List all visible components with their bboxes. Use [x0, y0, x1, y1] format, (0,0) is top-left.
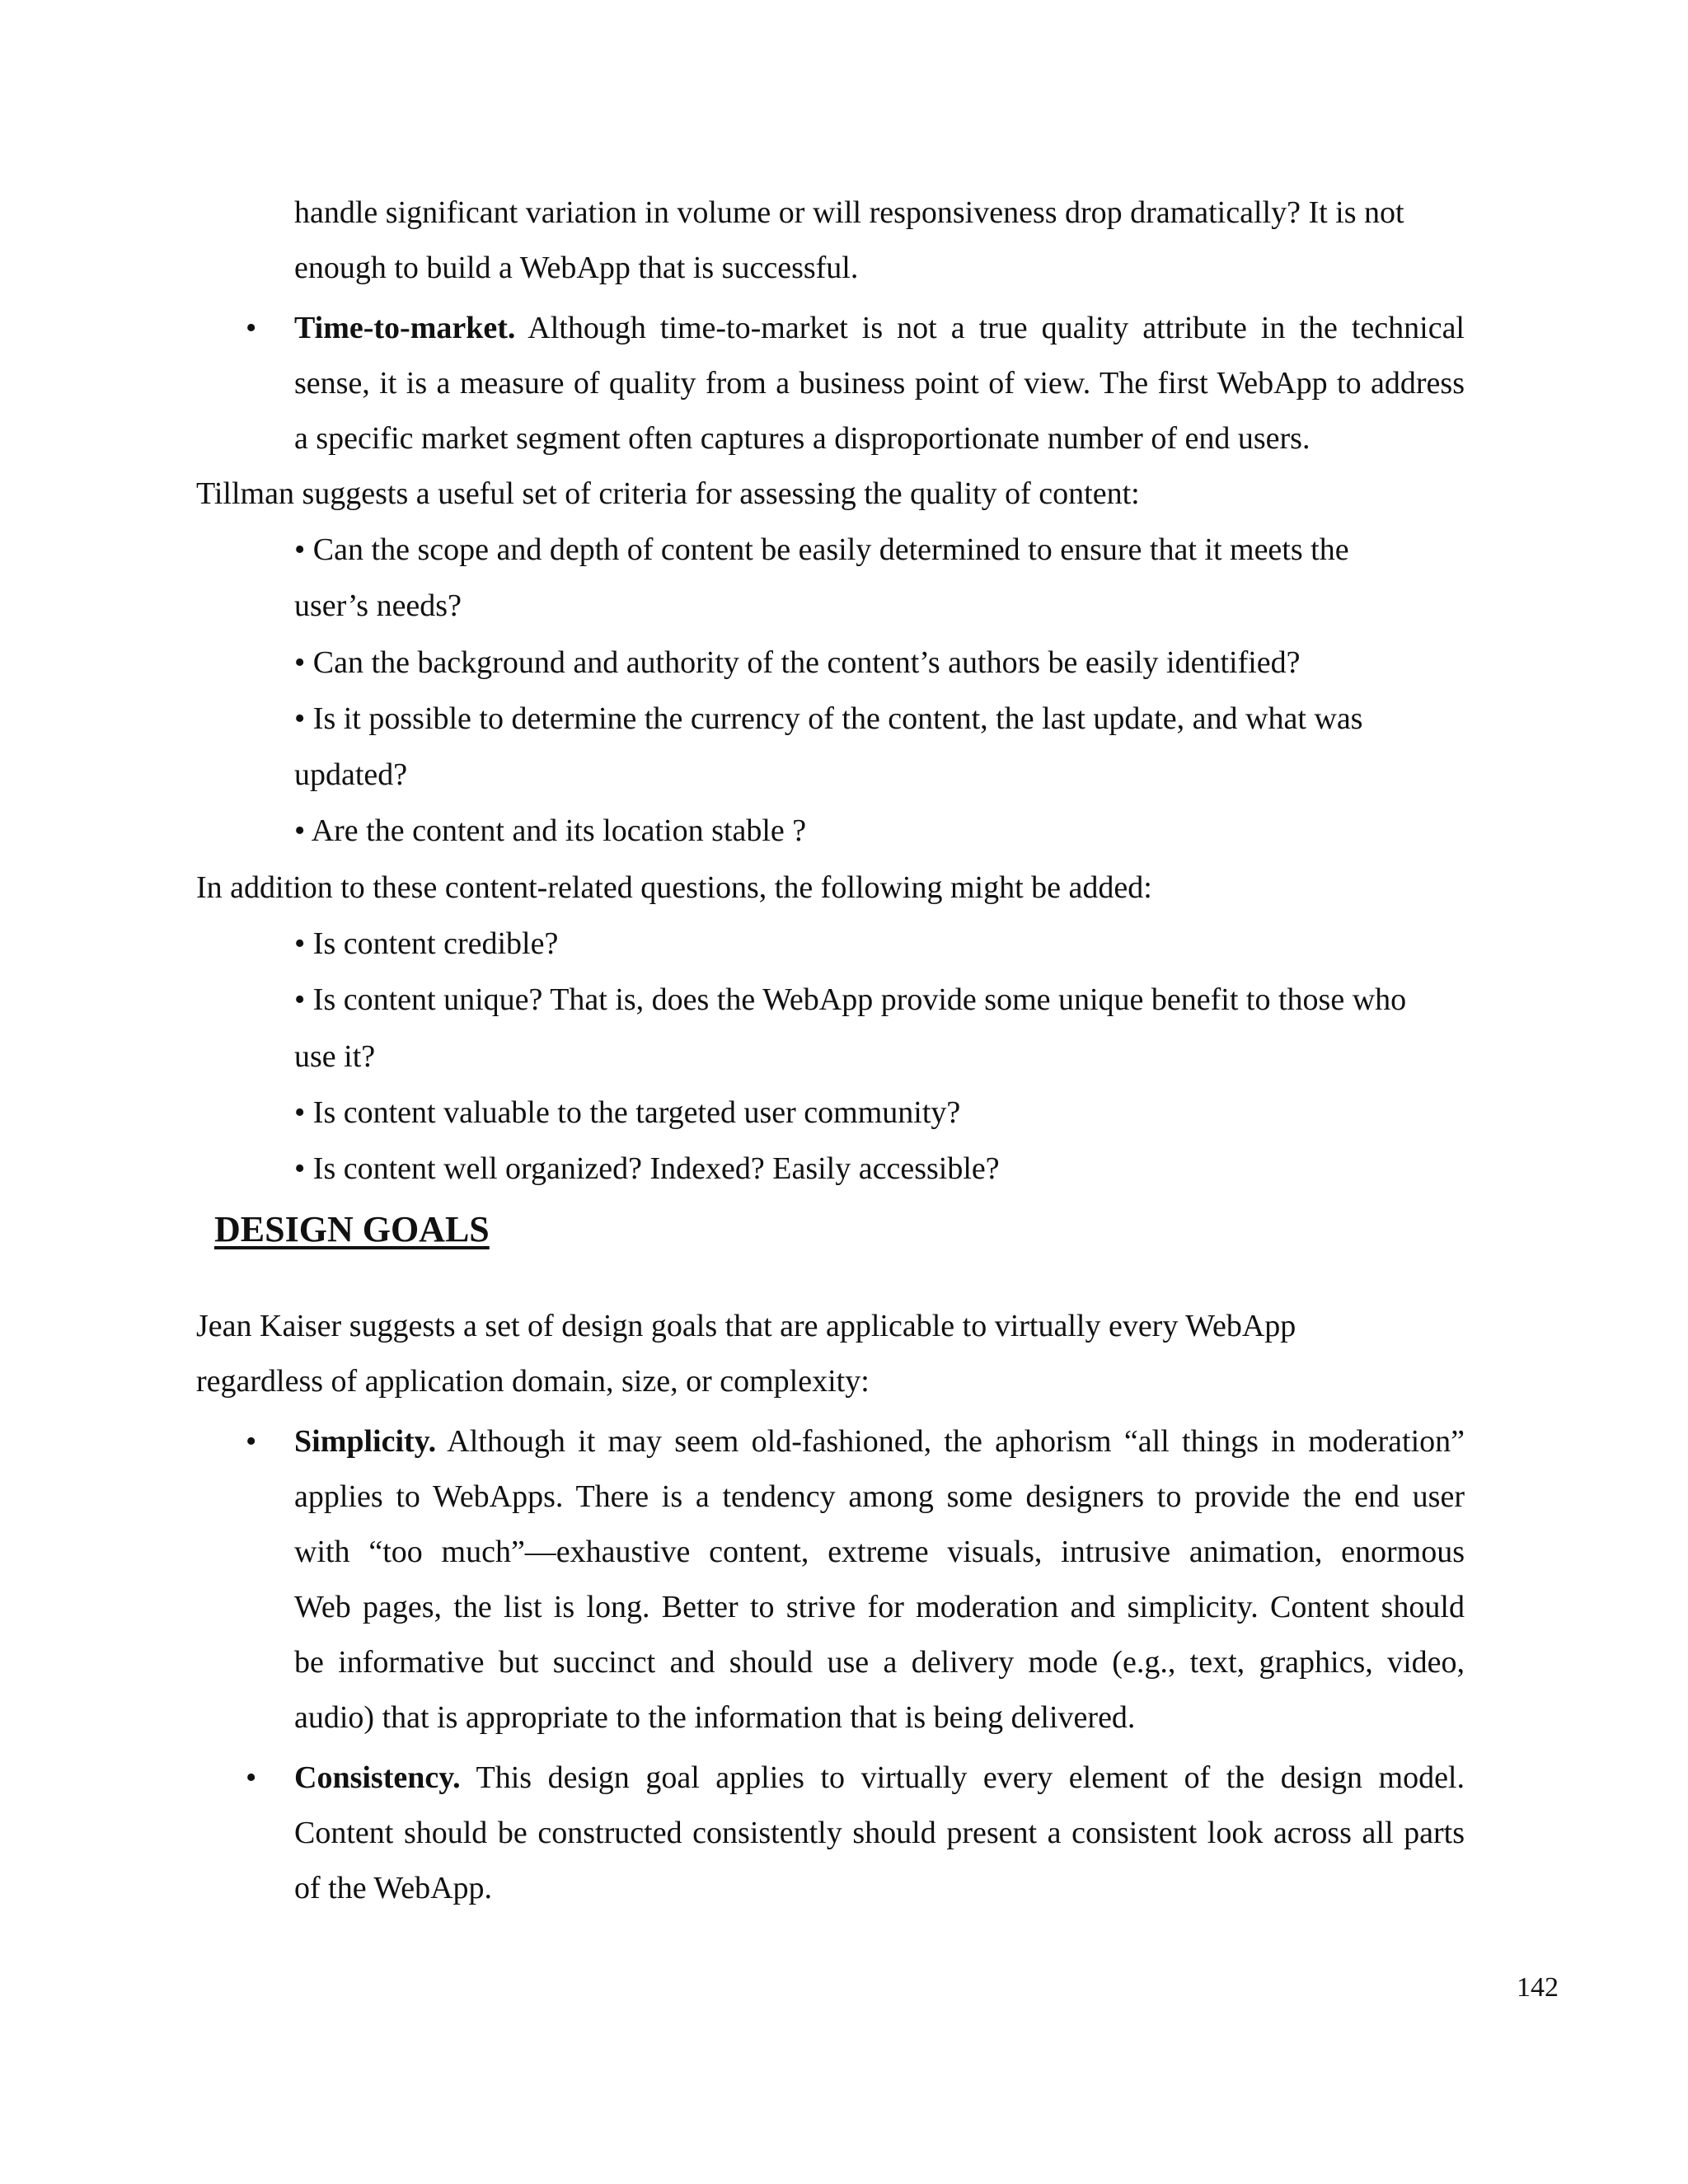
tillman-item-1-line-1: • Can the scope and depth of content be easily determined to ensure that it meets the — [294, 532, 1349, 567]
simplicity-line-6: audio) that is appropriate to the information that is being delivered. — [294, 1700, 1136, 1735]
consistency-line-3: of the WebApp. — [294, 1871, 493, 1905]
consistency-line-1 — [294, 1757, 1465, 1798]
addition-item-2-line-1: • Is content unique? That is, does the WebApp provide some unique benefit to those who — [294, 982, 1407, 1017]
kaiser-intro-line-1: Jean Kaiser suggests a set of design goals that are applicable to virtually every WebApp — [196, 1309, 1296, 1343]
tillman-item-2: • Can the background and authority of the content’s authors be easily identified? — [294, 645, 1301, 680]
simplicity-bullet: • — [246, 1424, 257, 1459]
consistency-bullet: • — [246, 1760, 257, 1795]
addition-intro: In addition to these content-related questions, the following might be added: — [196, 870, 1152, 905]
consistency-line-1-rest: This design goal applies to virtually every element of the design model. — [460, 1760, 1465, 1795]
continuation-line-1: handle significant variation in volume or will responsiveness drop dramatically? It is not — [294, 195, 1404, 230]
consistency-line-2: Content should be constructed consistently should present a consistent look across all parts — [294, 1816, 1465, 1850]
time-to-market-bullet: • — [246, 311, 257, 345]
tillman-item-3-line-1: • Is it possible to determine the currency of the content, the last update, and what was — [294, 701, 1363, 736]
tillman-item-3-line-2: updated? — [294, 757, 408, 792]
tillman-item-1-line-2: user’s needs? — [294, 588, 462, 623]
simplicity-line-5: be informative but succinct and should use a delivery mode (e.g., text, graphics, video, — [294, 1645, 1465, 1680]
simplicity-line-3: with “too much”—exhaustive content, extreme visuals, intrusive animation, enormous — [294, 1535, 1465, 1569]
simplicity-line-1-rest: Although it may seem old-fashioned, the aphorism “all things in moderation” — [436, 1424, 1465, 1459]
time-to-market-term: Time-to-market. — [294, 311, 516, 345]
simplicity-line-2: applies to WebApps. There is a tendency among some designers to provide the end user — [294, 1479, 1465, 1514]
consistency-term: Consistency. — [294, 1760, 461, 1795]
simplicity-line-1 — [294, 1421, 1465, 1462]
kaiser-intro-line-2: regardless of application domain, size, or complexity: — [196, 1364, 870, 1399]
page-number: 142 — [1517, 1972, 1559, 2003]
addition-item-3: • Is content valuable to the targeted user community? — [294, 1095, 961, 1130]
time-to-market-line-3: a specific market segment often captures a disproportionate number of end users. — [294, 421, 1311, 456]
addition-item-2-line-2: use it? — [294, 1039, 376, 1074]
time-to-market-line-1 — [294, 307, 1465, 349]
tillman-intro: Tillman suggests a useful set of criteria for assessing the quality of content: — [196, 476, 1140, 511]
simplicity-term: Simplicity. — [294, 1424, 437, 1459]
tillman-item-4: • Are the content and its location stable ? — [294, 813, 807, 848]
continuation-line-2: enough to build a WebApp that is successful. — [294, 251, 859, 285]
addition-item-1: • Is content credible? — [294, 926, 559, 961]
time-to-market-line-1-rest: Although time-to-market is not a true quality attribute in the technical — [515, 311, 1465, 345]
simplicity-line-4: Web pages, the list is long. Better to strive for moderation and simplicity. Content should — [294, 1590, 1465, 1624]
addition-item-4: • Is content well organized? Indexed? Easily accessible? — [294, 1151, 1000, 1186]
design-goals-heading: DESIGN GOALS — [214, 1209, 490, 1249]
time-to-market-line-2: sense, it is a measure of quality from a business point of view. The first WebApp to address — [294, 366, 1465, 401]
